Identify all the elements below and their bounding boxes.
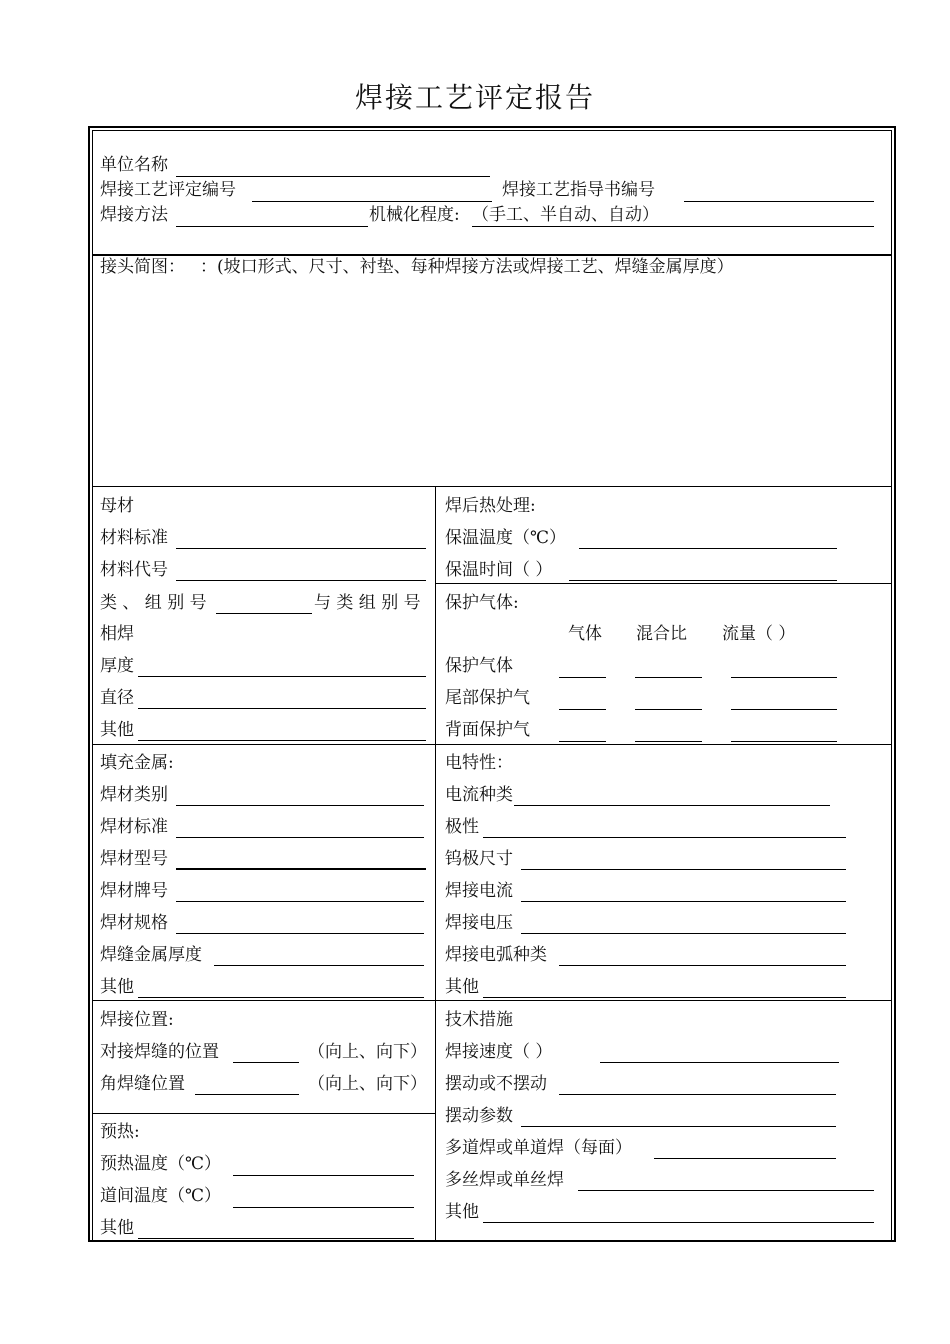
- travel-speed-field[interactable]: [600, 1062, 839, 1063]
- shielding-flow-field[interactable]: [731, 677, 837, 678]
- material-standard-field[interactable]: [176, 548, 426, 549]
- preheat-temp-label: 预热温度（℃）: [100, 1154, 222, 1174]
- trailing-mix-field[interactable]: [635, 709, 702, 710]
- class-group-label-b: 与 类 组 别 号: [314, 593, 421, 613]
- pwht-heading: 焊后热处理:: [445, 496, 536, 516]
- trailing-gas-field[interactable]: [559, 709, 606, 710]
- welding-method-label: 焊接方法: [100, 205, 168, 225]
- polarity-label: 极性: [445, 817, 479, 837]
- technique-other-label: 其他: [445, 1202, 479, 1222]
- preheat-heading: 预热:: [100, 1122, 140, 1142]
- polarity-field[interactable]: [483, 837, 846, 838]
- filler-model-field[interactable]: [176, 868, 426, 870]
- fillet-position-field[interactable]: [195, 1094, 299, 1095]
- wps-number-field[interactable]: [684, 201, 874, 202]
- electrical-other-field[interactable]: [483, 997, 846, 998]
- pqr-number-field[interactable]: [252, 201, 492, 202]
- divider-header: [92, 254, 892, 256]
- welding-current-field[interactable]: [521, 901, 846, 902]
- class-group-label-a: 类 、 组 别 号: [100, 593, 207, 613]
- shielding-col-flow: 流量（ ）: [722, 624, 796, 644]
- base-metal-heading: 母材: [100, 496, 134, 516]
- hold-time-field[interactable]: [569, 580, 837, 581]
- tungsten-size-field[interactable]: [521, 869, 846, 870]
- welding-voltage-field[interactable]: [521, 933, 846, 934]
- preheat-temp-field[interactable]: [233, 1175, 414, 1176]
- hold-temp-label: 保温温度（℃）: [445, 528, 567, 548]
- shielding-heading: 保护气体:: [445, 593, 519, 613]
- divider-preheat: [92, 1113, 435, 1114]
- backing-flow-field[interactable]: [731, 741, 837, 742]
- thickness-label: 厚度: [100, 656, 134, 676]
- weld-with-label: 相焊: [100, 624, 134, 644]
- base-other-label: 其他: [100, 720, 134, 740]
- filler-spec-field[interactable]: [176, 933, 424, 934]
- joint-sketch-label: 接头简图：: [100, 257, 185, 277]
- trailing-gas-label: 尾部保护气: [445, 688, 530, 708]
- backing-mix-field[interactable]: [635, 741, 702, 742]
- arc-type-field[interactable]: [559, 965, 846, 966]
- wps-number-label: 焊接工艺指导书编号: [502, 180, 655, 200]
- joint-sketch-note: ：(坡口形式、尺寸、衬垫、每种焊接方法或焊接工艺、焊缝金属厚度）: [200, 257, 734, 277]
- thickness-field[interactable]: [138, 676, 426, 677]
- weld-metal-thickness-field[interactable]: [214, 965, 424, 966]
- fillet-direction-options: （向上、向下）: [308, 1074, 427, 1094]
- weave-field[interactable]: [559, 1094, 836, 1095]
- filler-model-label: 焊材型号: [100, 849, 168, 869]
- diameter-label: 直径: [100, 688, 134, 708]
- welding-method-field[interactable]: [176, 226, 368, 227]
- preheat-other-field[interactable]: [138, 1238, 414, 1239]
- joint-sketch-area[interactable]: [96, 282, 888, 482]
- interpass-temp-field[interactable]: [233, 1207, 414, 1208]
- filler-spec-label: 焊材规格: [100, 913, 168, 933]
- mechanization-label: 机械化程度:: [369, 205, 460, 225]
- weave-params-label: 摆动参数: [445, 1106, 513, 1126]
- technique-other-field[interactable]: [483, 1222, 874, 1223]
- column-divider: [435, 486, 436, 1242]
- mechanization-field[interactable]: [472, 226, 874, 227]
- base-other-field[interactable]: [138, 740, 426, 741]
- hold-time-label: 保温时间（ ）: [445, 560, 553, 580]
- filler-other-label: 其他: [100, 977, 134, 997]
- welding-voltage-label: 焊接电压: [445, 913, 513, 933]
- wire-type-field[interactable]: [578, 1190, 874, 1191]
- divider-joint: [92, 486, 892, 487]
- hold-temp-field[interactable]: [579, 548, 837, 549]
- fillet-position-label: 角焊缝位置: [100, 1074, 185, 1094]
- welding-current-label: 焊接电流: [445, 881, 513, 901]
- filler-heading: 填充金属:: [100, 753, 174, 773]
- divider-right-shielding: [435, 583, 892, 584]
- shielding-gas-field[interactable]: [559, 677, 606, 678]
- tungsten-size-label: 钨极尺寸: [445, 849, 513, 869]
- current-type-label: 电流种类: [445, 785, 513, 805]
- mechanization-options: （手工、半自动、自动）: [472, 205, 659, 225]
- weave-label: 摆动或不摆动: [445, 1074, 547, 1094]
- interpass-temp-label: 道间温度（℃）: [100, 1186, 222, 1206]
- diameter-field[interactable]: [138, 708, 426, 709]
- shielding-col-mix: 混合比: [636, 624, 687, 644]
- butt-position-field[interactable]: [233, 1062, 299, 1063]
- preheat-other-label: 其他: [100, 1218, 134, 1238]
- shielding-row-label: 保护气体: [445, 656, 513, 676]
- current-type-field[interactable]: [514, 805, 830, 806]
- unit-name-field[interactable]: [176, 176, 490, 177]
- butt-position-label: 对接焊缝的位置: [100, 1042, 219, 1062]
- weld-metal-thickness-label: 焊缝金属厚度: [100, 945, 202, 965]
- divider-position: [92, 1000, 892, 1001]
- filler-brand-label: 焊材牌号: [100, 881, 168, 901]
- travel-speed-label: 焊接速度（ ）: [445, 1042, 553, 1062]
- unit-name-label: 单位名称: [100, 155, 168, 175]
- backing-gas-field[interactable]: [559, 741, 606, 742]
- filler-brand-field[interactable]: [176, 901, 424, 902]
- electrical-other-label: 其他: [445, 977, 479, 997]
- material-code-field[interactable]: [176, 580, 426, 581]
- technique-heading: 技术措施: [445, 1010, 513, 1030]
- backing-gas-label: 背面保护气: [445, 720, 530, 740]
- filler-category-field[interactable]: [176, 805, 424, 806]
- page-title: 焊接工艺评定报告: [354, 81, 595, 114]
- pqr-number-label: 焊接工艺评定编号: [100, 180, 236, 200]
- electrical-heading: 电特性：: [445, 753, 513, 773]
- wire-type-label: 多丝焊或单丝焊: [445, 1170, 564, 1190]
- material-standard-label: 材料标准: [100, 528, 168, 548]
- shielding-mix-field[interactable]: [635, 677, 702, 678]
- filler-standard-label: 焊材标准: [100, 817, 168, 837]
- butt-direction-options: （向上、向下）: [308, 1042, 427, 1062]
- filler-other-field[interactable]: [138, 997, 424, 998]
- class-group-field-a[interactable]: [216, 613, 312, 614]
- filler-standard-field[interactable]: [176, 837, 424, 838]
- material-code-label: 材料代号: [100, 560, 168, 580]
- trailing-flow-field[interactable]: [731, 709, 837, 710]
- divider-filler: [92, 744, 892, 745]
- filler-category-label: 焊材类别: [100, 785, 168, 805]
- weave-params-field[interactable]: [521, 1126, 836, 1127]
- pass-type-field[interactable]: [654, 1158, 836, 1159]
- shielding-col-gas: 气体: [568, 624, 602, 644]
- pass-type-label: 多道焊或单道焊（每面）: [445, 1138, 632, 1158]
- arc-type-label: 焊接电弧种类: [445, 945, 547, 965]
- position-heading: 焊接位置:: [100, 1010, 174, 1030]
